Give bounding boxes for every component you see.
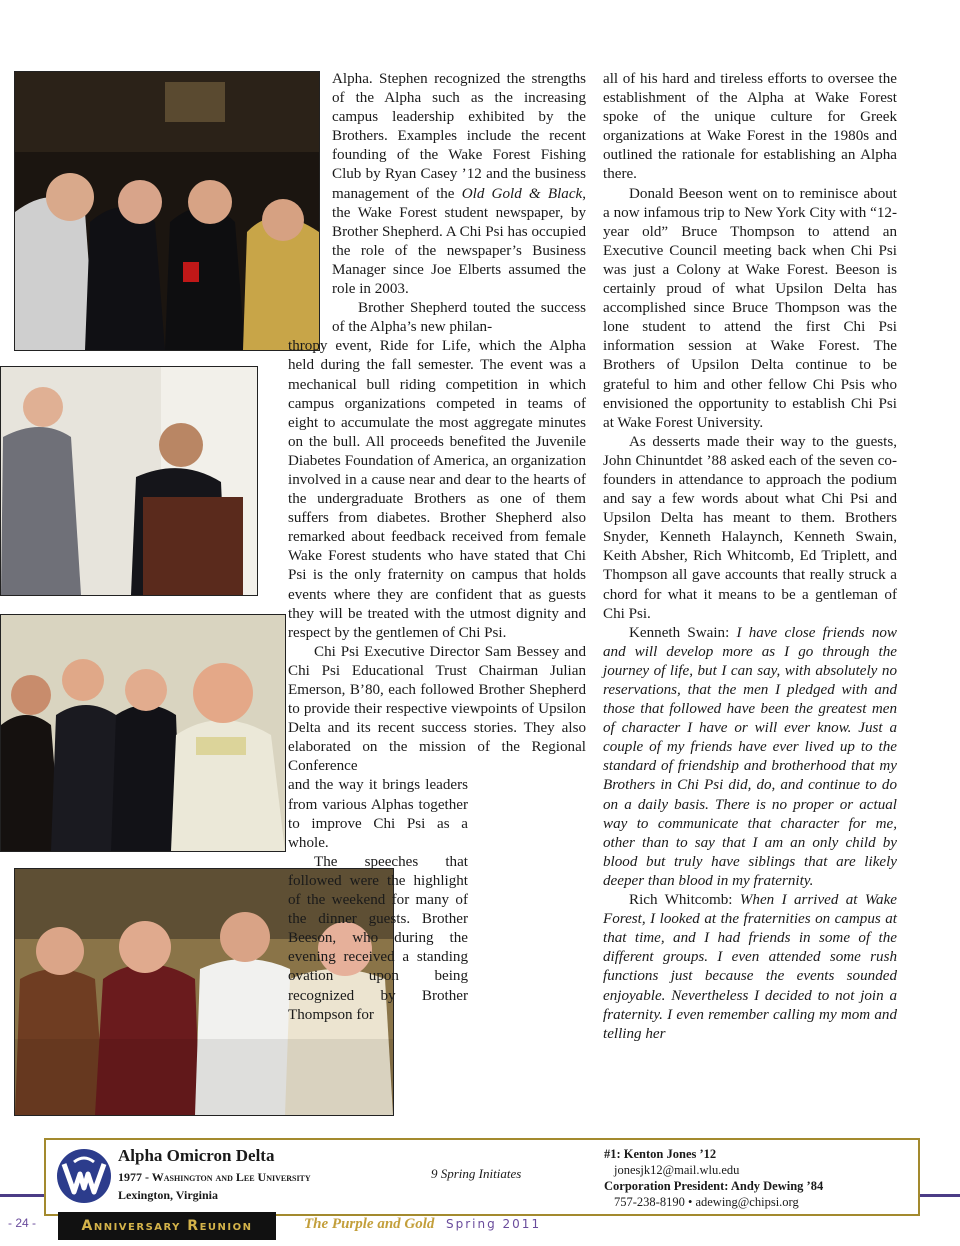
col1-paragraph-3-end: and the way it brings leaders from various Alphas together to improve Chi Psi as a whole. [288,777,468,851]
issue-label: Spring 2011 [446,1217,542,1231]
col2-paragraph-2: Donald Beeson went on to reminisce about a now infamous trip to New York City with “12-year old” Bruce Thompson to attend an Executive Council meeting back when Chi Psi was just a Colony at Wake Forest. Beeson is certainly proud of what Upsilon Delta has accomplished since Bruce Thompson was the lone student to attend the first Chi Psi information session at Wake Forest. The Brothers of Upsilon Delta continue to be grateful to him and other fellow Chi Psis who envisioned the opportunity to establish Chi Psi at Wake Forest University. [603,185,897,431]
col1-paragraph-1: Alpha. Stephen recognized the strengths of the Alpha such as the increasing campus leadership exhibited by the Brothers. Examples include the recent founding of the Wake Forest Fishing Club by Ryan Casey ’12 and the business management of the Old Gold & Black, the Wake Forest student newspaper, by Brother Shepherd. A Chi Psi has occupied the role of the newspaper’s Business Manager since Joe Elberts assumed the role in 2003. [332,71,587,298]
footer-rule-right [916,1194,960,1197]
col1-paragraph-3: Chi Psi Executive Director Sam Bessey and Chi Psi Educational Trust Chairman Julian Emerson, B’80, each followed Brother Shepherd to provide their respective viewpoints of Upsilon Delta and its recent success stories. They also elaborated on the mission of the Regional Conference [288,643,586,775]
contact-2-name: Corporation President: Andy Dewing ’84 [604,1179,824,1193]
initiates-count: 9 Spring Initiates [431,1166,522,1181]
photo-podium-speaker [0,366,258,596]
col2-quote-whitcomb: Rich Whitcomb: When I arrived at Wake Forest, I looked at the fraternities on campus at that time, and I had friends in some of the different groups. I even attended some rush functions just because the events sounded enjoyable. Nevertheless I decided to not join a fraternity. I even remember calling my mom and telling her [603,892,897,1042]
section-banner: Anniversary Reunion [58,1212,276,1240]
crest-icon [56,1148,112,1204]
photo-four-brothers-night [14,71,320,351]
col2-paragraph-3: As desserts made their way to the guests, John Chinuntdet ’88 asked each of the seven co-founders in attendance to approach the podium and say a few words about what Chi Psi and Upsilon Delta has meant to them. Brothers Snyder, Kenneth Halaynch, Kenneth Swain, Keith Absher, Rich Whitcomb, Ed Triplett, and Thompson all gave accounts that really struck a chord for what it means to be a gentleman of Chi Psi. [603,433,897,622]
col1-paragraph-2-start: Brother Shepherd touted the success of the Alpha’s new philan- [332,300,586,336]
footer-rule-left [0,1194,44,1197]
col1-paragraph-2: thropy event, Ride for Life, which the Alpha held during the fall semester. The event was a mechanical bull riding competition in which campus organizations competed in teams of eight to accumulate the most aggregate minutes on the bull. All proceeds benefited the Juvenile Diabetes Foundation of America, an organization involved in a cause near and dear to the hearts of the undergraduate Brothers as one of them suffers from diabetes. Brother Shepherd also remarked about feedback received from female Wake Forest students who have stated that Chi Psi is the only fraternity on campus that holds events where they are confident that as guests they will be treated with the utmost dignity and respect by the gentlemen of Chi Psi. [288,338,586,641]
col2-quote-swain: Kenneth Swain: I have close friends now and will develop more as I go through the journey of life, but I can say, with absolutely no reservations, that the men I pledged with and those that followed have been the greatest men of character I have or will ever know. Just a couple of my friends have ever lived up to the standard of friendship and brotherhood that my Brothers in Chi Psi did, do, and continue to do on a daily basis. There is no proper or actual way to communicate that character for me, other than to say that I am an only child by blood but truly have siblings that are likely deeper than blood in my fraternity. [603,624,897,889]
chapter-contacts [604,1146,823,1210]
chapter-location: Lexington, Virginia [118,1188,219,1202]
page-number: - 24 - [8,1216,37,1230]
chapter-name: Alpha Omicron Delta [118,1146,275,1165]
chapter-info-box [44,1138,920,1216]
photo-group-with-bowtie [0,614,286,852]
article-column-2 [603,70,897,1044]
contact-2-details: 757-238-8190 • adewing@chipsi.org [614,1195,799,1209]
magazine-title: The Purple and Gold [304,1216,435,1232]
contact-1-email: jonesjk12@mail.wlu.edu [614,1163,740,1177]
chapter-founded: 1977 - Washington and Lee University [118,1170,311,1184]
col2-paragraph-1: all of his hard and tireless efforts to oversee the establishment of the Alpha at Wake Forest spoke of the unique culture for Greek organizations at Wake Forest in the 1980s and outlined the rationale for establishing an Alpha there. [603,71,897,183]
article-column-1 [288,70,586,1025]
col1-paragraph-4: The speeches that followed were the highlight of the weekend for many of the dinner guests. Brother Beeson, who during the evening received a standing ovation upon being recognized by Brother Thompson for [288,853,468,1023]
contact-1-name: #1: Kenton Jones ’12 [604,1147,717,1161]
